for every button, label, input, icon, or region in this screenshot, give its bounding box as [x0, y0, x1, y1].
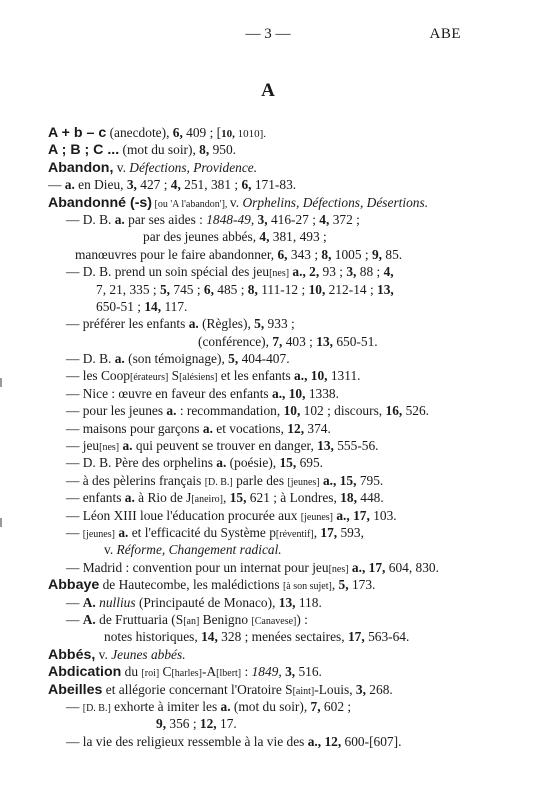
volume-ref: 14,: [144, 298, 162, 314]
volume-ref: 6,: [172, 125, 183, 140]
entry-text: 111-12 ;: [257, 281, 309, 297]
entry-head: Abeilles: [48, 681, 103, 698]
index-entry: [48, 194, 468, 211]
entry-text: —: [66, 524, 83, 540]
entry-text: ,: [223, 490, 230, 506]
entry-text: — la vie des religieux ressemble à la vie des: [66, 733, 308, 749]
bracket-note: [jeunes]: [82, 528, 115, 540]
index-continuation: [48, 298, 468, 315]
volume-ref: 5,: [254, 316, 265, 332]
index-continuation: [48, 541, 468, 558]
entry-text: 416-27 ;: [267, 211, 320, 227]
entry-text: 650-51.: [333, 333, 378, 349]
volume-ref: 6,: [277, 246, 288, 262]
entry-text: v.: [104, 542, 117, 558]
entry-text: ) :: [296, 611, 308, 627]
index-continuation: [48, 628, 468, 645]
entry-text: ,: [331, 577, 339, 593]
entry-text: 1005 ;: [331, 246, 372, 262]
index-subentry: [48, 315, 468, 332]
volume-ref: 4,: [319, 211, 330, 227]
abbrev: a.: [64, 177, 75, 193]
entry-text: et vocations,: [212, 420, 288, 436]
bracket-note: [alésiens]: [179, 372, 218, 384]
bracket-note: [D. B.]: [82, 702, 111, 714]
volume-ref: 13,: [278, 594, 296, 610]
index-continuation: [48, 281, 468, 298]
entry-text: (conférence),: [198, 333, 273, 349]
volume-ref: 4,: [170, 177, 181, 193]
entry-text: 563-64.: [364, 629, 410, 645]
entry-text: en Dieu,: [74, 177, 127, 193]
index-entries: [48, 124, 468, 750]
entry-text: 795.: [356, 472, 384, 488]
entry-text: — D. B.: [66, 351, 115, 367]
section-letter: A: [261, 80, 275, 101]
entry-text: —: [48, 177, 65, 193]
entry-text: 745 ;: [170, 281, 204, 297]
entry-text: 212-14 ;: [325, 281, 378, 297]
entry-text: — Nice : œuvre en faveur des enfants: [66, 385, 272, 401]
volume-ref: 3,: [346, 264, 357, 280]
index-subentry: [48, 385, 468, 402]
entry-text: par des jeunes abbés,: [143, 229, 260, 245]
index-subentry: [48, 611, 468, 628]
volume-ref: 12,: [321, 733, 342, 749]
index-subentry: [48, 420, 468, 437]
entry-text: 404-407.: [238, 351, 290, 367]
entry-text: 1338.: [305, 385, 339, 401]
index-continuation: [48, 246, 468, 263]
abbrev: a.: [188, 316, 199, 332]
entry-text: — préférer les enfants: [66, 316, 189, 332]
entry-head: Abbaye: [48, 577, 100, 594]
entry-text: 103.: [369, 507, 397, 523]
entry-text: 650-51 ;: [96, 298, 145, 314]
volume-ref: 4,: [259, 229, 270, 245]
volume-ref: 17,: [320, 524, 338, 540]
entry-text: v.: [229, 194, 243, 210]
index-subentry: [48, 211, 468, 228]
index-subentry: [48, 733, 468, 750]
entry-text: 695.: [296, 455, 324, 471]
volume-ref: 14,: [201, 629, 218, 645]
entry-text: parle des: [232, 472, 288, 488]
volume-ref: 5,: [228, 351, 239, 367]
volume-ref: 8,: [321, 246, 332, 262]
entry-text: -Louis,: [314, 681, 356, 697]
volume-ref: 17,: [349, 507, 370, 523]
entry-head: Abdication: [48, 664, 122, 681]
entry-text: :: [241, 664, 252, 680]
bracket-note: [aint]: [292, 685, 315, 697]
volume-ref: 10,: [283, 403, 301, 419]
entry-text: — maisons pour garçons: [66, 420, 203, 436]
entry-text: 374.: [304, 420, 331, 436]
entry-text: : recommandation,: [176, 403, 284, 419]
entry-text: 251, 381 ;: [180, 177, 242, 193]
entry-text: 171-83.: [251, 177, 297, 193]
volume-ref: 13,: [317, 438, 334, 454]
volume-ref: 17,: [365, 559, 386, 575]
entry-text: (anecdote),: [106, 125, 173, 140]
entry-text: (Principauté de Monaco),: [135, 594, 279, 610]
volume-ref: 6,: [241, 177, 252, 193]
entry-text: 102 ; discours,: [300, 403, 386, 419]
index-continuation: [48, 228, 468, 245]
index-subentry: [48, 698, 468, 715]
volume-ref: 4,: [383, 264, 394, 280]
entry-text: 526.: [402, 403, 430, 419]
entry-text: 17.: [216, 716, 237, 732]
entry-head: A + b – c: [48, 125, 107, 141]
index-subentry: [48, 472, 468, 489]
entry-text: -A: [202, 664, 217, 680]
entry-text: de Hautecombe, les malédictions: [99, 577, 283, 593]
volume-ref: 16,: [385, 403, 403, 419]
entry-text: —: [66, 594, 83, 610]
abbrev: a.: [119, 438, 133, 454]
abbrev: a.: [216, 455, 227, 471]
entry-text: 118.: [295, 594, 322, 610]
index-continuation: [48, 715, 468, 732]
index-subentry: [48, 437, 468, 454]
volume-ref: 10,: [307, 368, 328, 384]
entry-text: 600-[607].: [341, 733, 402, 749]
entry-text: Benigno: [199, 611, 252, 627]
entry-text: et l'efficacité du Système p: [128, 524, 276, 540]
entry-text: 88 ;: [356, 264, 384, 280]
entry-text: 1311.: [327, 368, 361, 384]
bracket-note: [an]: [183, 615, 200, 627]
entry-text: 602 ;: [320, 698, 352, 714]
abbrev: a.: [166, 403, 177, 419]
abbrev: a.: [220, 698, 231, 714]
volume-ref: 6,: [203, 281, 214, 297]
bracket-note: [ou 'A l'abandon'],: [152, 198, 230, 210]
volume-ref: 15,: [229, 490, 247, 506]
date-ref: 1848-49,: [206, 211, 255, 227]
entry-text: — D. B.: [66, 211, 115, 227]
entry-text: C: [159, 664, 172, 680]
entry-text: de Fruttuaria (S: [95, 611, 184, 627]
index-entry: [48, 141, 468, 158]
cross-reference: Orphelins, Défections, Désertions.: [242, 194, 429, 210]
abbrev: a.,: [289, 264, 306, 280]
bracket-note: [Canavese]: [251, 615, 297, 627]
abbrev: a.,: [348, 559, 366, 575]
entry-text: 555-56.: [333, 438, 379, 454]
entry-text: 173.: [348, 577, 376, 593]
volume-ref: 12,: [199, 716, 217, 732]
entry-head: Abandonné (-s): [48, 194, 153, 211]
date-ref: 1849,: [251, 664, 282, 680]
entry-text: 328 ; menées sectaires,: [217, 629, 348, 645]
volume-ref: 2,: [305, 264, 320, 280]
entry-text: exhorte à imiter les: [110, 698, 221, 714]
entry-text: — jeu: [66, 438, 100, 454]
entry-text: 621 ; à Londres,: [246, 490, 341, 506]
index-subentry: [48, 263, 468, 280]
entry-text: 604, 830.: [385, 559, 439, 575]
entry-text: 117.: [161, 298, 188, 314]
entry-text-italic: nullius: [95, 594, 136, 610]
index-entry: [48, 159, 468, 176]
entry-text: (son témoignage),: [124, 351, 229, 367]
index-subentry: [48, 489, 468, 506]
entry-text: 343 ;: [287, 246, 322, 262]
entry-text: 381, 493 ;: [269, 229, 327, 245]
entry-text: — pour les jeunes: [66, 403, 167, 419]
entry-text: v.: [113, 159, 130, 175]
entry-text: — enfants: [66, 490, 125, 506]
volume-ref: 15,: [336, 472, 357, 488]
entry-text: 409 ; [: [182, 125, 222, 140]
bracket-note: [roi]: [141, 668, 160, 680]
entry-text: 356 ;: [166, 716, 200, 732]
abbrev: a.: [114, 524, 129, 540]
abbrev: a.: [114, 211, 125, 227]
cross-reference: Défections, Providence.: [129, 159, 258, 175]
abbrev: A.: [82, 594, 96, 610]
index-subentry: [48, 507, 468, 524]
entry-text: 7, 21, 335 ;: [96, 281, 160, 297]
abbrev: a.,: [307, 733, 322, 749]
entry-text: par ses aides :: [124, 211, 207, 227]
entry-text: 85.: [382, 246, 403, 262]
bracket-note: [nes]: [328, 563, 349, 575]
volume-ref: 10,: [308, 281, 326, 297]
index-subentry: [48, 350, 468, 367]
page-number: — 3 —: [245, 26, 291, 42]
bracket-note: [nes]: [269, 268, 290, 280]
volume-ref: 12,: [287, 420, 305, 436]
volume-ref: 8,: [199, 142, 210, 158]
volume-ref: 3,: [281, 664, 296, 680]
abbrev: a.: [202, 420, 213, 436]
bracket-note: [jeunes]: [300, 511, 334, 523]
index-subentry: [48, 367, 468, 384]
entry-head: Abandon,: [48, 159, 114, 176]
index-entry: [48, 663, 468, 680]
volume-ref: 18,: [340, 490, 357, 506]
entry-text: — Madrid : convention pour un internat pour jeu: [66, 559, 329, 575]
bracket-note: [érateurs]: [129, 372, 169, 384]
entry-text: v.: [95, 646, 112, 662]
abbrev: a.,: [333, 507, 350, 523]
index-entry: [48, 646, 468, 663]
entry-text: 372 ;: [329, 211, 360, 227]
abbrev: a.: [124, 490, 135, 506]
volume-ref: 17,: [347, 629, 365, 645]
volume-ref: 3,: [254, 211, 268, 227]
bracket-note: [jeunes]: [287, 476, 320, 488]
volume-ref: 13,: [316, 333, 333, 349]
entry-text: 933 ;: [264, 316, 295, 332]
entry-text: (Règles),: [198, 316, 255, 332]
entry-text: 427 ;: [136, 177, 171, 193]
entry-text: 950.: [209, 142, 236, 158]
entry-text: notes historiques,: [104, 629, 202, 645]
index-subentry: [48, 559, 468, 576]
abbrev: A.: [82, 611, 96, 627]
page-edge-mark: [0, 378, 2, 387]
entry-text: (poésie),: [226, 455, 280, 471]
abbrev: a.,: [272, 385, 286, 401]
running-head: ABE: [429, 26, 461, 42]
entry-text: 403 ;: [282, 333, 317, 349]
abbrev: a.,: [319, 472, 337, 488]
entry-text: — D. B. prend un soin spécial des jeu: [66, 264, 270, 280]
entry-text: 593,: [337, 524, 364, 540]
entry-text: 1010].: [234, 128, 267, 140]
index-subentry: [48, 176, 468, 193]
volume-ref: 7,: [272, 333, 283, 349]
volume-ref: 3,: [126, 177, 137, 193]
entry-text: (mot du soir),: [230, 698, 311, 714]
entry-text: — D. B. Père des orphelins: [66, 455, 217, 471]
abbrev: a.: [114, 351, 125, 367]
bracket-note: [aneiro]: [191, 494, 223, 506]
abbrev: a.,: [294, 368, 308, 384]
entry-text: 448.: [356, 490, 384, 506]
entry-text: — Léon XIII loue l'éducation procurée aux: [66, 507, 301, 523]
entry-text: manœuvres pour le faire abandonner,: [75, 246, 278, 262]
entry-text: 485 ;: [213, 281, 248, 297]
cross-reference: Réforme, Changement radical.: [116, 542, 282, 558]
index-continuation: [48, 333, 468, 350]
volume-ref: 15,: [279, 455, 297, 471]
entry-text: ,: [313, 524, 321, 540]
entry-text: et les enfants: [217, 368, 295, 384]
entry-text: (mot du soir),: [119, 142, 200, 158]
bracket-note: [à son sujet]: [282, 581, 332, 593]
entry-text: 516.: [295, 664, 322, 680]
volume-ref: 9,: [156, 716, 167, 732]
index-subentry: [48, 402, 468, 419]
index-entry: [48, 681, 468, 698]
entry-text: qui peuvent se trouver en danger,: [132, 438, 318, 454]
volume-ref: 10,: [285, 385, 306, 401]
volume-ref: 5,: [338, 577, 349, 593]
entry-text: du: [121, 664, 142, 680]
volume-ref: 9,: [371, 246, 383, 262]
volume-ref: 10,: [221, 128, 235, 140]
volume-ref: 5,: [159, 281, 171, 297]
entry-text: et allégorie concernant l'Oratoire S: [102, 681, 293, 697]
page-edge-mark: [0, 518, 2, 527]
entry-text: — à des pèlerins français: [66, 472, 205, 488]
volume-ref: 8,: [247, 281, 258, 297]
volume-ref: 7,: [310, 698, 321, 714]
index-subentry: [48, 524, 468, 541]
volume-ref: 3,: [355, 681, 366, 697]
entry-text: S: [168, 368, 180, 384]
entry-text: — les Coop: [66, 368, 130, 384]
index-subentry: [48, 594, 468, 611]
entry-head: Abbés,: [48, 646, 96, 663]
bracket-note: [réventif]: [275, 528, 314, 540]
entry-text: à Rio de J: [134, 490, 192, 506]
entry-text: 93 ;: [319, 264, 347, 280]
index-entry: [48, 576, 468, 593]
cross-reference: Jeunes abbés.: [111, 646, 186, 662]
entry-text: —: [66, 611, 83, 627]
volume-ref: 13,: [377, 281, 394, 297]
index-subentry: [48, 454, 468, 471]
bracket-note: [harles]: [171, 668, 203, 680]
index-entry: [48, 124, 468, 141]
bracket-note: [nes]: [99, 442, 120, 454]
bracket-note: [D. B.]: [204, 476, 233, 488]
entry-text: —: [66, 698, 83, 714]
bracket-note: [lbert]: [216, 668, 242, 680]
entry-text: 268.: [365, 681, 393, 697]
entry-head: A ; B ; C ...: [48, 142, 120, 159]
